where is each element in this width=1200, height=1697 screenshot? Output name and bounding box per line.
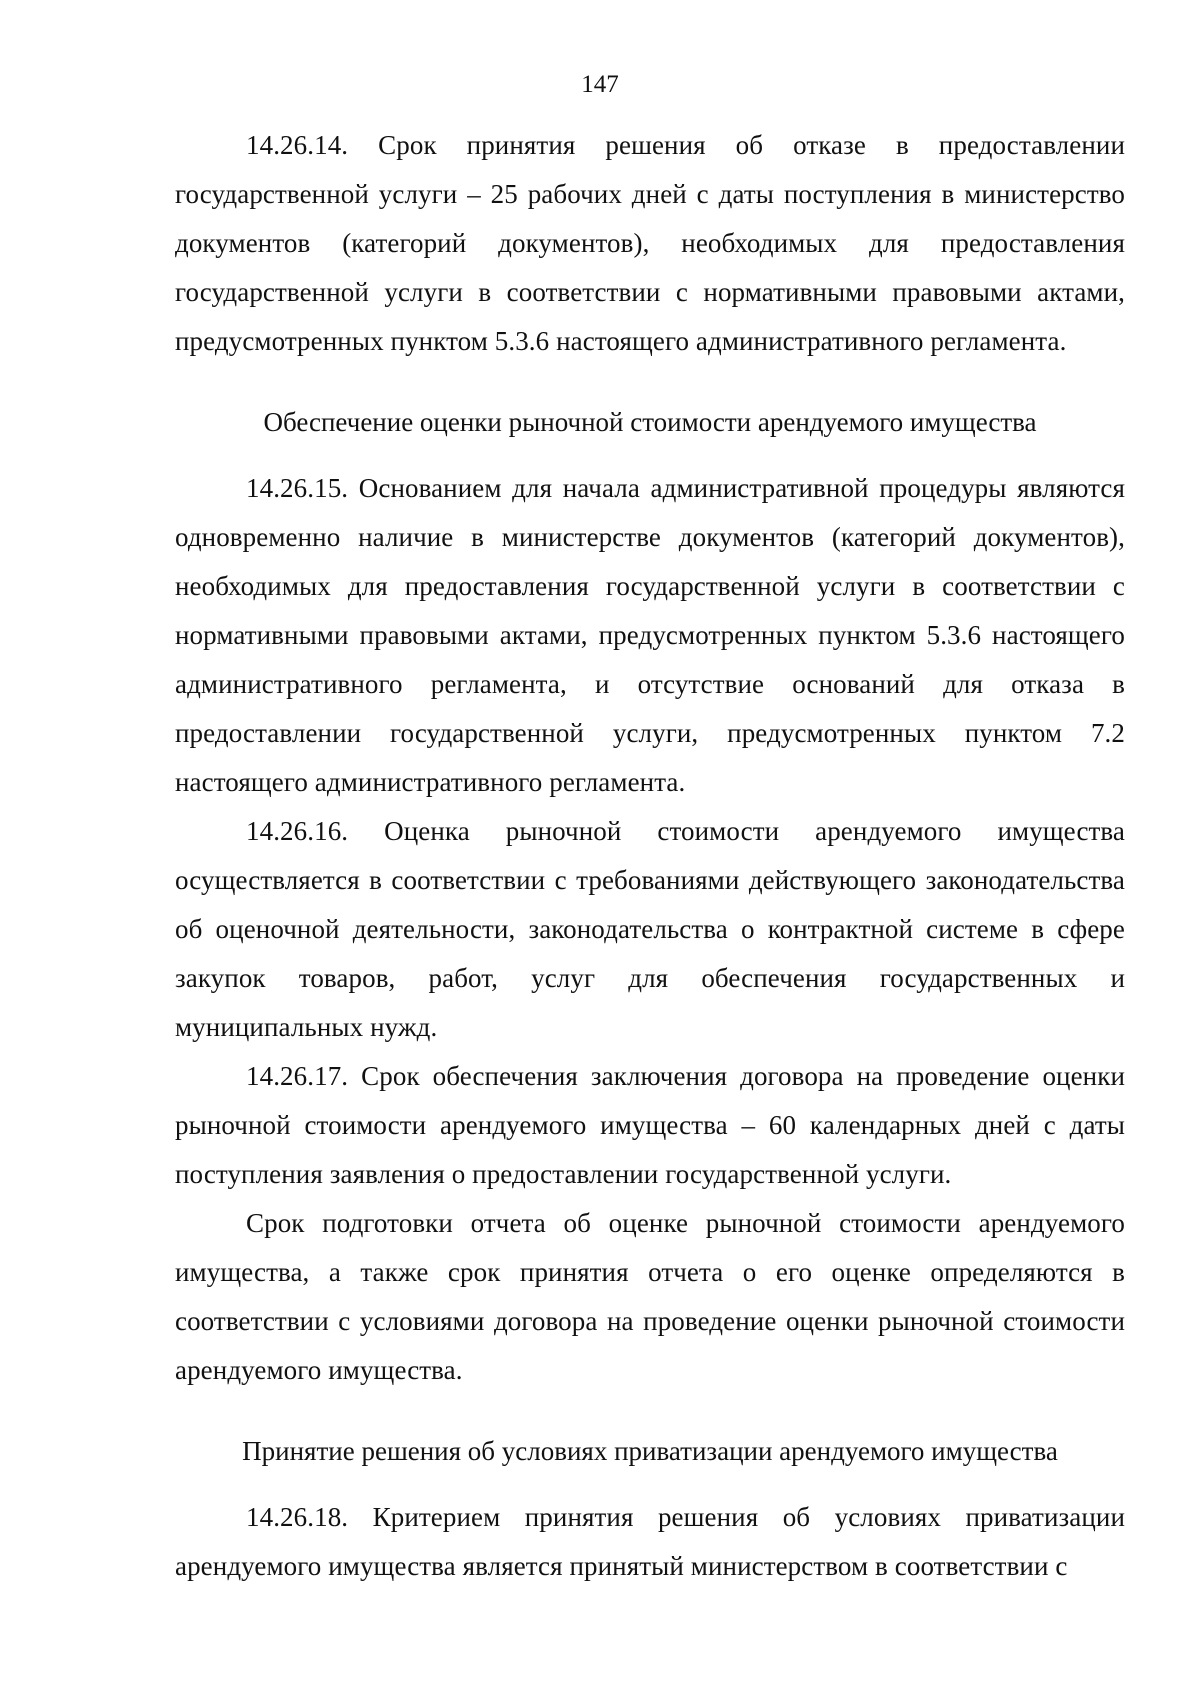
paragraph-14-26-15: 14.26.15. Основанием для начала административной процедуры являются одновременно наличие в министерстве документов (категорий документов), необходимых для предоставления государственной услуги в соответствии с нормативными правовыми актами, предусмотренных пунктом 5.3.6 настоящего административного регламента, и отсутствие оснований для отказа в предоставлении государственной услуги, предусмотренных пунктом 7.2 настоящего административного регламента.	[175, 473, 1125, 797]
paragraph-14-26-17: 14.26.17. Срок обеспечения заключения договора на проведение оценки рыночной стоимости арендуемого имущества – 60 календарных дней с даты поступления заявления о предоставлении государственной услуги.	[175, 1061, 1125, 1189]
spacer	[175, 1476, 1125, 1493]
spacer	[175, 447, 1125, 464]
spacer	[175, 366, 1125, 398]
paragraph-report-deadline: Срок подготовки отчета об оценке рыночной стоимости арендуемого имущества, а также срок принятия отчета о его оценке определяются в соответствии с условиями договора на проведение оценки рыночной стоимости арендуемого имущества.	[175, 1208, 1125, 1385]
document-body	[175, 121, 1125, 1591]
section-heading-privatization-conditions: Принятие решения об условиях приватизации арендуемого имущества	[242, 1436, 1058, 1466]
paragraph-14-26-14: 14.26.14. Срок принятия решения об отказе в предоставлении государственной услуги – 25 рабочих дней с даты поступления в министерство документов (категорий документов), необходимых для предоставления государственной услуги в соответствии с нормативными правовыми актами, предусмотренных пунктом 5.3.6 настоящего административного регламента.	[175, 130, 1125, 356]
section-heading-market-value-assessment: Обеспечение оценки рыночной стоимости арендуемого имущества	[263, 407, 1037, 437]
page-number: 147	[581, 71, 619, 98]
spacer	[175, 1395, 1125, 1427]
paragraph-14-26-16: 14.26.16. Оценка рыночной стоимости арендуемого имущества осуществляется в соответствии с требованиями действующего законодательства об оценочной деятельности, законодательства о контрактной системе в сфере закупок товаров, работ, услуг для обеспечения государственных и муниципальных нужд.	[175, 816, 1125, 1042]
paragraph-14-26-18: 14.26.18. Критерием принятия решения об условиях приватизации арендуемого имущества является принятый министерством в соответствии с	[175, 1502, 1125, 1581]
